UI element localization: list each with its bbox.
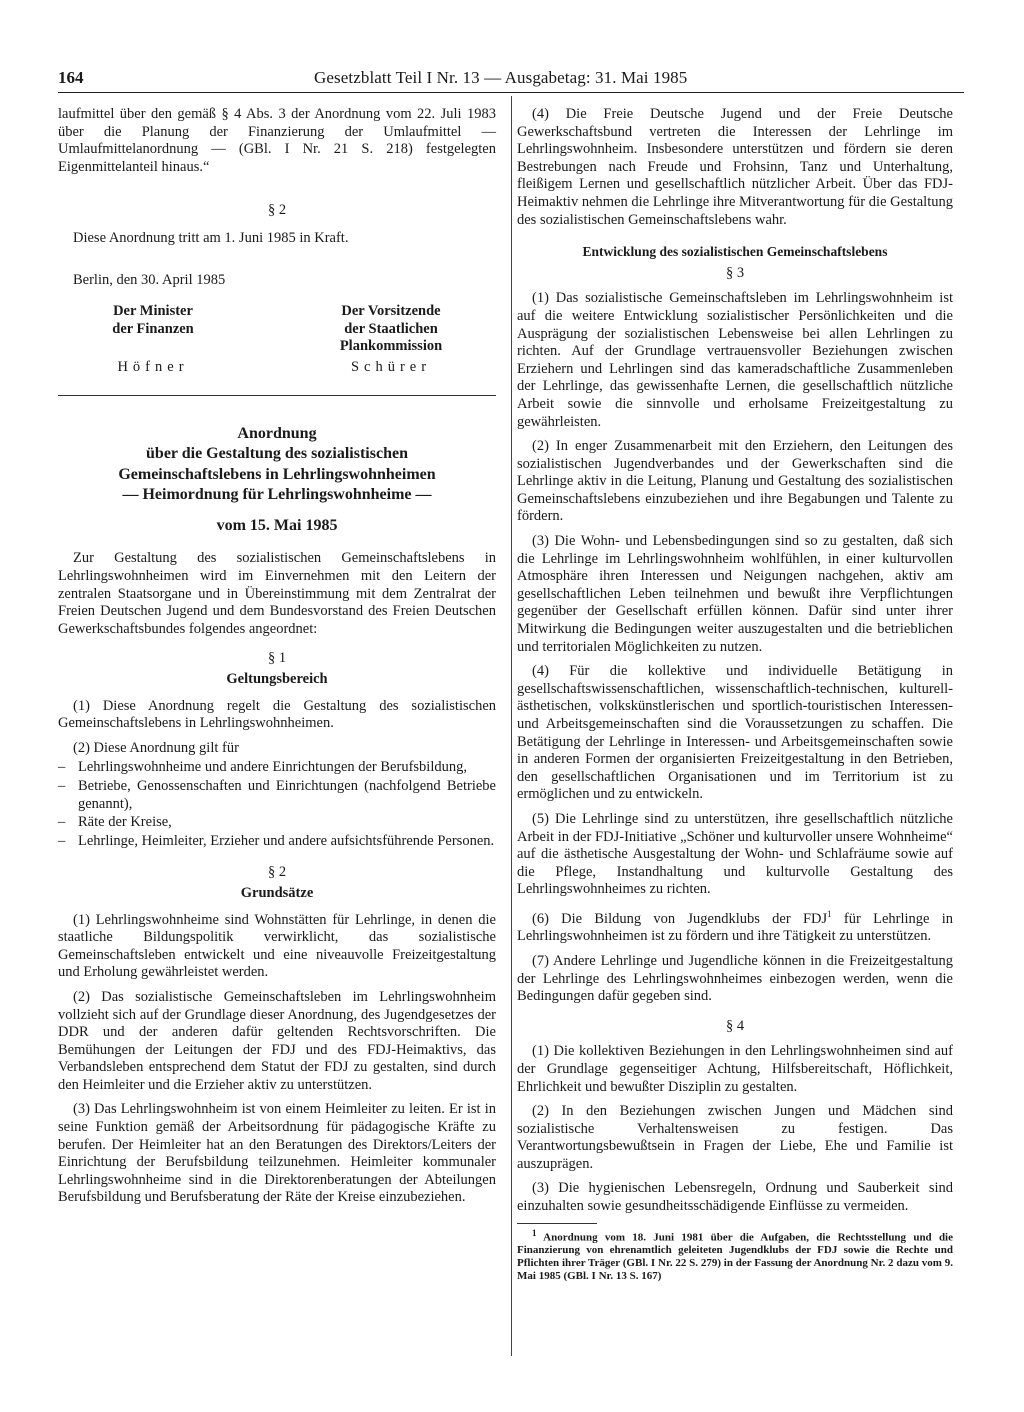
continuation-paragraph: laufmittel über den gemäß § 4 Abs. 3 der Anordnung vom 22. Juli 1983 über die Planung der Finanzierung der Umlaufmittel — Umlaufmittelanordnung — (GBl. I Nr. 21 S. 218) festgelegten Eigenmittelanteil hinaus.“	[58, 106, 496, 175]
s3-paragraph-7: (7) Andere Lehrlinge und Jugendliche können in die Freizeitgestaltung der Lehrlinge des Lehrlingswohnheimes einbezogen werden, wenn die Bedingungen dafür gegeben sind.	[517, 952, 953, 1005]
running-title: Gesetzblatt Teil I Nr. 13 — Ausgabetag: 31. Mai 1985	[314, 68, 688, 87]
section-separator	[58, 395, 496, 396]
signer-title-line: Der Vorsitzende	[341, 303, 441, 320]
signature-block	[58, 303, 496, 377]
section-2b-label: § 2	[267, 864, 287, 881]
effective-date-text: Diese Anordnung tritt am 1. Juni 1985 in Kraft.	[73, 229, 349, 246]
footnote-ref: 1	[827, 908, 832, 919]
list-item: – Räte der Kreise,	[58, 814, 172, 831]
title-line: Gemeinschaftslebens in Lehrlingswohnheimen	[118, 465, 436, 483]
column-divider	[511, 96, 512, 1356]
page-number: 164	[58, 68, 84, 87]
s1-paragraph-1: (1) Diese Anordnung regelt die Gestaltung des sozialistischen Gemeinschaftslebens in Lehrlingswohnheimen.	[58, 697, 496, 732]
signer-name: Höfner	[117, 359, 189, 376]
s3-paragraph-5: (5) Die Lehrlinge sind zu unterstützen, ihre gesellschaftlich nützliche Arbeit in der FDJ-Initiative „Schöner und kulturvoller unsere Wohnheime“ auf die ästhetische Ausgestaltung der Wohn- und Schlafräume sowie auf die Pflege, Instandhaltung und kulturvolle Gestaltung des Lehrlingswohnheimes zu richten.	[517, 810, 953, 898]
section-2-label: § 2	[267, 202, 287, 219]
s4-paragraph-1: (1) Die kollektiven Beziehungen in den Lehrlingswohnheimen sind auf der Grundlage gegenseitiger Achtung, Hilfsbereitschaft, Höflichkeit, Ehrlichkeit und bewußter Disziplin zu gestalten.	[517, 1043, 953, 1095]
signer-minister	[58, 303, 248, 377]
section-heading: Entwicklung des sozialistischen Gemeinschaftslebens	[582, 244, 888, 260]
section-3-label: § 3	[725, 264, 745, 281]
ordinance-title	[58, 424, 496, 537]
place-date: Berlin, den 30. April 1985	[73, 271, 226, 288]
list-item: – Betriebe, Genossenschaften und Einrichtungen (nachfolgend Betriebe genannt),	[58, 777, 496, 812]
s3-paragraph-4: (4) Für die kollektive und individuelle Betätigung in gesellschaftswissenschaftlichen, wissenschaftlich-technischen, kulturell-ästhetischen, volkskünstlerischen und sportlich-touristischen Interessen- und Arbeitsgemeinschaften sind die Voraussetzungen zu schaffen. Die Betätigung der Lehrlinge in Interessen- und Arbeitsgemeinschaften sowie in anderen Formen der organisierten Freizeitgestaltung in den Betrieben, den gesellschaftlichen Organisationen und im Territorium ist zu ermöglichen und zu entwickeln.	[517, 663, 953, 803]
signer-title-line: Der Minister	[113, 303, 193, 320]
s4-paragraph-3: (3) Die hygienischen Lebensregeln, Ordnung und Sauberkeit sind einzuhalten sowie gesundheitsschädigende Einflüsse zu vermeiden.	[517, 1180, 953, 1215]
title-line: Anordnung	[237, 424, 317, 442]
s1-paragraph-2: (2) Diese Anordnung gilt für	[73, 739, 239, 756]
scope-list	[58, 759, 496, 850]
s2-paragraph-1: (1) Lehrlingswohnheime sind Wohnstätten für Lehrlinge, in denen die staatliche Bildungspolitik verwirklicht, das sozialistische Gemeinschaftsleben entwickelt und eine niveauvolle Freizeitgestaltung und Erholung gewährleistet werden.	[58, 911, 496, 981]
title-line: über die Gestaltung des sozialistischen	[146, 445, 408, 463]
list-item: – Lehrlinge, Heimleiter, Erzieher und andere aufsichtsführende Personen.	[58, 832, 495, 849]
s2-paragraph-3: (3) Das Lehrlingswohnheim ist von einem Heimleiter zu leiten. Er ist in seine Funktion gemäß der Arbeitsordnung für pädagogische Kräfte zu berufen. Der Heimleiter hat an den Beratungen des Direktors/Leiters der Einrichtung der Berufsbildung teilzunehmen. Heimleiter kommunaler Lehrlingswohnheime sind in die Direktorenberatungen der Abteilungen Berufsbildung und Berufsberatung der Räte der Kreise einzubeziehen.	[58, 1101, 496, 1206]
signer-title-line: der Finanzen	[112, 320, 194, 337]
s4-paragraph-2: (2) In den Beziehungen zwischen Jungen und Mädchen sind sozialistische Verhaltensweisen zu festigen. Das Verantwortungsbewußtsein in Fragen der Liebe, Ehe und Familie ist auszuprägen.	[517, 1103, 953, 1172]
right-column	[517, 106, 953, 1290]
header-rule	[58, 92, 964, 93]
s2-paragraph-2: (2) Das sozialistische Gemeinschaftsleben im Lehrlingswohnheim vollzieht sich auf der Grundlage dieser Anordnung, des Jugendgesetzes der DDR und der anderen dafür geltenden Rechtsvorschriften. Die Bemühungen der Leitungen der FDJ und des FDJ-Heimaktivs, das Verbandsleben entsprechend dem Statut der FDJ zu gestalten, sind durch den Heimleiter und die Erzieher aktiv zu unterstützen.	[58, 988, 496, 1093]
list-item: – Lehrlingswohnheime und andere Einrichtungen der Berufsbildung,	[58, 759, 467, 776]
signer-title-line: der Staatlichen	[344, 320, 438, 337]
s2-paragraph-4: (4) Die Freie Deutsche Jugend und der Freie Deutsche Gewerkschaftsbund vertreten die Interessen der Lehrlinge im Lehrlingswohnheim. Insbesondere unterstützen und fördern sie deren Bestrebungen nach Freude und Frohsinn, Tanz und Unterhaltung, fleißigem Lernen und gesellschaftlich nützlicher Arbeit. Über das FDJ-Heimaktiv nehmen die Lehrlinge ihre Mitverantwortung für die Gestaltung des sozialistischen Gemeinschaftslebens wahr.	[517, 106, 953, 228]
footnote-rule	[517, 1223, 597, 1224]
title-date: vom 15. Mai 1985	[216, 516, 338, 534]
signer-title-line: Plankommission	[339, 338, 443, 355]
signer-chairman	[286, 303, 496, 377]
signer-name: Schürer	[350, 358, 432, 375]
footnote: $^1$ Anordnung vom 18. Juni 1981 über die Aufgaben, die Rechtsstellung und die Finanzierung von ehrenamtlich geleiteten Jugendklubs der FDJ sowie die Rechte und Pflichten ihrer Träger (GBl. I Nr. 22 S. 279) in der Fassung der Anordnung Nr. 2 dazu vom 9. Mai 1985 (GBl. I Nr. 13 S. 167)	[517, 1227, 953, 1283]
section-1-heading: Geltungsbereich	[226, 671, 328, 687]
title-line: — Heimordnung für Lehrlingswohnheime —	[122, 486, 432, 504]
page-header	[58, 68, 964, 90]
s3-paragraph-1: (1) Das sozialistische Gemeinschaftsleben im Lehrlingswohnheim ist auf die weitere Entwicklung sozialistischer Persönlichkeiten und die Ausprägung der sozialistischen Lebensweise bei allen Lehrlingen zu richten. Auf der Grundlage vertrauensvoller Beziehungen zwischen Erziehern und Lehrlingen sind das kameradschaftliche Zusammenleben der Lehrlinge, das gewissenhafte Lernen, die gesellschaftlich nützliche Arbeit sowie die sinnvolle und erholsame Freizeitgestaltung zu gewährleisten.	[517, 290, 953, 430]
section-2b-heading: Grundsätze	[240, 884, 314, 901]
section-4-label: § 4	[725, 1017, 745, 1034]
s3-paragraph-2: (2) In enger Zusammenarbeit mit den Erziehern, den Leitungen des sozialistischen Jugendverbandes und der Gewerkschaften sind die Lehrlinge aktiv in die Leitung, Planung und Gestaltung des sozialistischen Gemeinschaftslebens einzubeziehen und ihre Begabungen und Talente zu fördern.	[517, 438, 953, 525]
left-column	[58, 106, 496, 1214]
section-1-label: § 1	[267, 650, 287, 667]
s3-paragraph-6: (6) Die Bildung von Jugendklubs der FDJ$^1$ für Lehrlinge in Lehrlingswohnheimen ist zu fördern und ihre Tätigkeit zu unterstützen.	[517, 908, 953, 945]
s3-paragraph-3: (3) Die Wohn- und Lebensbedingungen sind so zu gestalten, daß sich die Lehrlinge im Lehrlingswohnheim wohlfühlen, in einer kulturvollen Atmosphäre ihren Interessen und Neigungen nachgehen, aktiv am gesellschaftlichen Leben teilnehmen und bewußt ihre Verpflichtungen gegenüber der Gesellschaft erfüllen können. Dafür sind unter ihrer Mitwirkung die Bedingungen weiter auszugestalten und die betrieblichen und territorialen Möglichkeiten zu nutzen.	[517, 533, 953, 655]
preamble: Zur Gestaltung des sozialistischen Gemeinschaftslebens in Lehrlingswohnheimen wird im Einvernehmen mit den Leitern der zentralen Staatsorgane und in Übereinstimmung mit dem Zentralrat der Freien Deutschen Jugend und dem Bundesvorstand des Freien Deutschen Gewerkschaftsbundes folgendes angeordnet:	[58, 550, 496, 637]
